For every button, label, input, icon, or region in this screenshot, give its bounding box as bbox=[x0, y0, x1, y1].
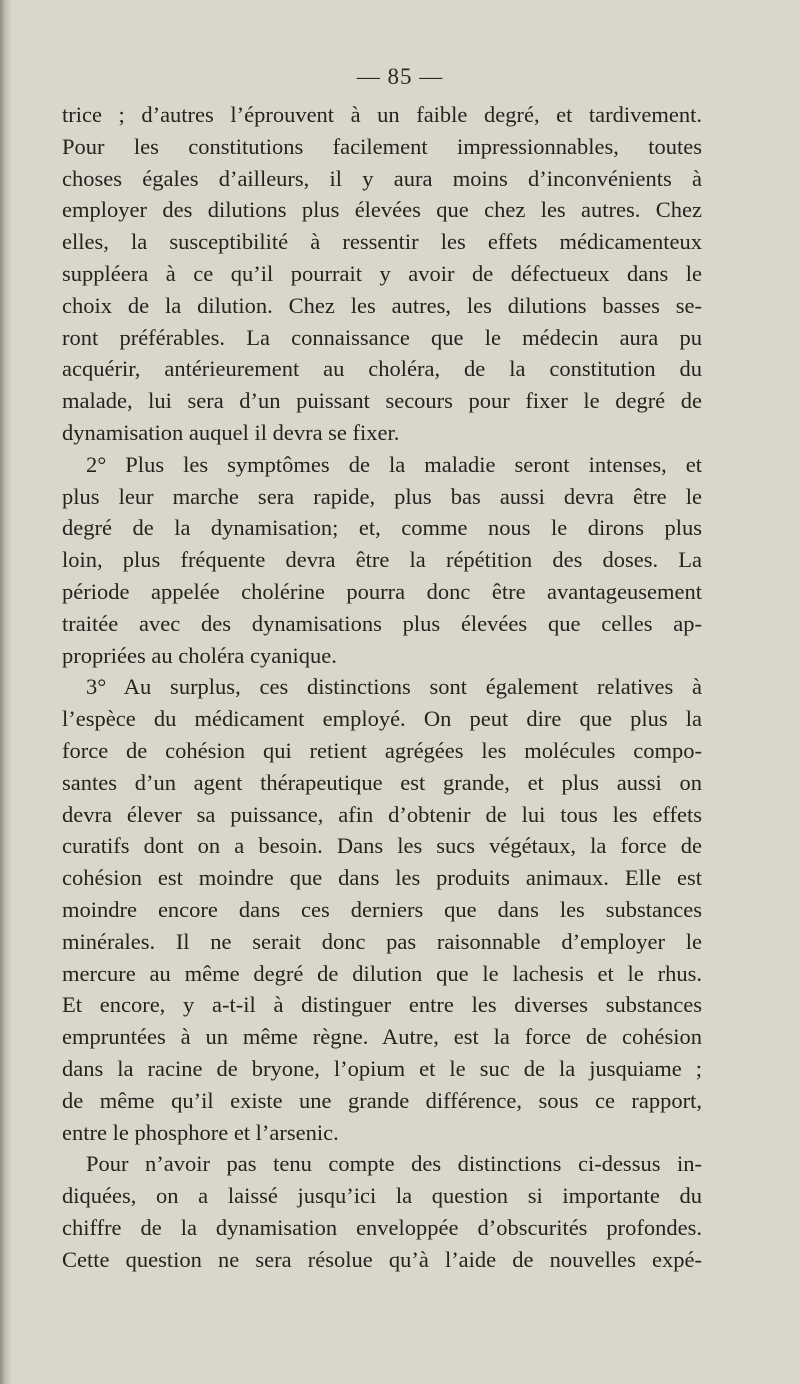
text-line: Cette question ne sera résolue qu’à l’aide de nouvelles expé- bbox=[62, 1246, 702, 1272]
text-line: mercure au même degré de dilution que le lachesis et le rhus. bbox=[62, 960, 702, 986]
text-line: moindre encore dans ces derniers que dans les substances bbox=[62, 896, 702, 922]
text-line: devra élever sa puissance, afin d’obtenir de lui tous les effets bbox=[62, 801, 702, 827]
text-line: propriées au choléra cyanique. bbox=[62, 642, 337, 668]
text-line: chiffre de la dynamisation enveloppée d’obscurités profondes. bbox=[62, 1214, 702, 1240]
text-line: ront préférables. La connaissance que le médecin aura pu bbox=[62, 324, 702, 350]
text-line: force de cohésion qui retient agrégées les molécules compo- bbox=[62, 737, 702, 763]
text-line: minérales. Il ne serait donc pas raisonnable d’employer le bbox=[62, 928, 702, 954]
text-line: diquées, on a laissé jusqu’ici la question si importante du bbox=[62, 1183, 702, 1209]
text-line: dynamisation auquel il devra se fixer. bbox=[62, 419, 400, 445]
text-line: de même qu’il existe une grande différence, sous ce rapport, bbox=[62, 1087, 702, 1113]
text-line: cohésion est moindre que dans les produits animaux. Elle est bbox=[62, 865, 702, 891]
text-line: choix de la dilution. Chez les autres, les dilutions basses se- bbox=[62, 292, 702, 318]
text-line: Et encore, y a-t-il à distinguer entre les diverses substances bbox=[62, 992, 702, 1018]
text-line: Pour n’avoir pas tenu compte des distinctions ci-dessus in- bbox=[86, 1151, 702, 1177]
text-line: employer des dilutions plus élevées que chez les autres. Chez bbox=[62, 197, 702, 223]
text-line: santes d’un agent thérapeutique est grande, et plus aussi on bbox=[62, 769, 702, 795]
text-line: Pour les constitutions facilement impressionnables, toutes bbox=[62, 133, 702, 159]
page-number: — 85 — bbox=[356, 64, 444, 89]
text-line: entre le phosphore et l’arsenic. bbox=[62, 1119, 339, 1145]
text-line: loin, plus fréquente devra être la répétition des doses. La bbox=[62, 547, 702, 573]
text-line: plus leur marche sera rapide, plus bas aussi devra être le bbox=[62, 483, 702, 509]
text-line: période appelée cholérine pourra donc être avantageusement bbox=[62, 578, 702, 604]
text-line: acquérir, antérieurement au choléra, de la constitution du bbox=[62, 356, 702, 382]
text-line: traitée avec des dynamisations plus élevées que celles ap- bbox=[62, 610, 702, 636]
text-line: l’espèce du médicament employé. On peut dire que plus la bbox=[62, 706, 702, 732]
body-text bbox=[62, 99, 702, 1275]
text-line: degré de la dynamisation; et, comme nous le dirons plus bbox=[62, 515, 702, 541]
text-line: empruntées à un même règne. Autre, est la force de cohésion bbox=[62, 1024, 702, 1050]
text-line: curatifs dont on a besoin. Dans les sucs végétaux, la force de bbox=[62, 833, 702, 859]
text-line: trice ; d’autres l’éprouvent à un faible degré, et tardivement. bbox=[62, 102, 702, 127]
text-line: choses égales d’ailleurs, il y aura moins d’inconvénients à bbox=[62, 165, 702, 191]
text-line: suppléera à ce qu’il pourrait y avoir de défectueux dans le bbox=[62, 260, 702, 286]
text-line: elles, la susceptibilité à ressentir les effets médicamenteux bbox=[62, 229, 702, 255]
text-line: malade, lui sera d’un puissant secours pour fixer le degré de bbox=[62, 388, 702, 414]
page-binding-shadow bbox=[0, 0, 12, 1384]
text-line: 3° Au surplus, ces distinctions sont également relatives à bbox=[86, 674, 702, 700]
text-line: dans la racine de bryone, l’opium et le suc de la jusquiame ; bbox=[62, 1055, 702, 1081]
text-line: 2° Plus les symptômes de la maladie seront intenses, et bbox=[86, 451, 702, 477]
